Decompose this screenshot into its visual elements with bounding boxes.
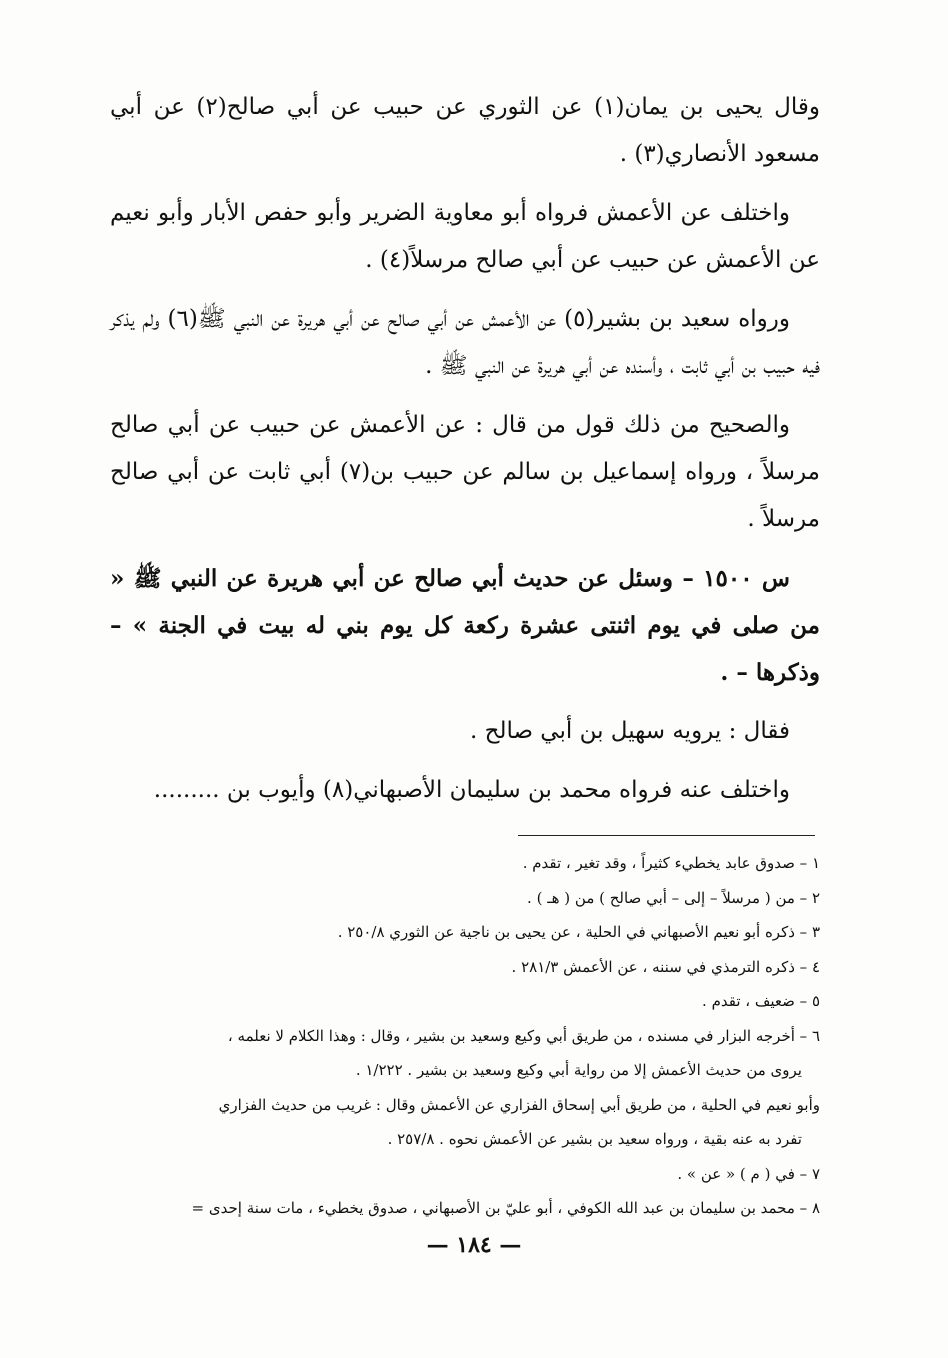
footnote-5: ٥ – ضعيف ، تقدم .	[702, 992, 820, 1010]
footnote-6-continued: تفرد به عنه بقية ، ورواه سعيد بن بشير عن الأعمش نحوه . ٢٥٧/٨ .	[387, 1130, 802, 1148]
page-number: — ١٨٤ —	[426, 1232, 522, 1258]
paragraph-1: وقال يحيى بن يمان(١) عن الثوري عن حبيب عن أبي صالح(٢) عن أبي مسعود الأنصاري(٣) .	[110, 94, 821, 167]
footnote-8: ٨ – محمد بن سليمان بن عبد الله الكوفي ، أبو عليّ بن الأصبهاني ، صدوق يخطيء ، مات سنة إحدى =	[191, 1199, 820, 1217]
paragraph-4: والصحيح من ذلك قول من قال : عن الأعمش عن حبيب عن أبي صالح مرسلاً ، ورواه إسماعيل بن سالم عن حبيب بن(٧) أبي ثابت عن أبي صالح مرسلاً .	[110, 412, 820, 532]
footnote-6-continued: وأبو نعيم في الحلية ، من طريق أبي إسحاق الفزاري عن الأعمش وقال : غريب من حديث الفزاري	[218, 1095, 820, 1114]
paragraph-3: ورواه سعيد بن بشير(٥) عن الأعمش عن أبي صالح عن أبي هريرة عن النبي ﷺ(٦) ولم يذكر فيه حبيب بن أبي ثابت ، وأسنده عن أبي هريرة عن النبي ﷺ .	[110, 306, 820, 379]
paragraph-2: واختلف عن الأعمش فرواه أبو معاوية الضرير وأبو حفص الأبار وأبو نعيم عن الأعمش عن حبيب عن أبي صالح مرسلاً(٤) .	[110, 200, 820, 273]
footnote-7: ٧ – في ( م ) « عن » .	[677, 1164, 820, 1183]
paragraph-answer: فقال : يرويه سهيل بن أبي صالح .	[469, 718, 790, 744]
footnotes	[110, 846, 820, 1226]
paragraph-7: واختلف عنه فرواه محمد بن سليمان الأصبهاني(٨) وأيوب بن .........	[153, 777, 790, 803]
footnote-3: ٣ – ذكره أبو نعيم الأصبهاني في الحلية ، عن يحيى بن ناجية عن الثوري ٢٥٠/٨ .	[337, 923, 820, 941]
main-text	[110, 84, 820, 826]
footnote-2: ٢ – من ( مرسلاً – إلى – أبي صالح ) من ( هـ ) .	[527, 888, 820, 907]
question-1500: س ١٥٠٠ – وسئل عن حديث أبي صالح عن أبي هريرة عن النبي ﷺ « من صلى في يوم اثنتى عشرة ركعة كل يوم بني له بيت في الجنة » – وذكرها – .	[110, 565, 820, 686]
footnote-1: ١ – صدوق عابد يخطيء كثيراً ، وقد تغير ، تقدم .	[522, 854, 820, 872]
footnote-4: ٤ – ذكره الترمذي في سننه ، عن الأعمش ٢٨١/٣ .	[511, 957, 820, 976]
footnote-6: ٦ – أخرجه البزار في مسنده ، من طريق أبي وكيع وسعيد بن بشير ، وقال : وهذا الكلام لا نعلمه ،	[227, 1026, 820, 1045]
footnote-6-continued: يروى من حديث الأعمش إلا من رواية أبي وكيع وسعيد بن بشير . ١/٢٢٢ .	[355, 1061, 802, 1079]
footnote-divider	[518, 835, 815, 836]
